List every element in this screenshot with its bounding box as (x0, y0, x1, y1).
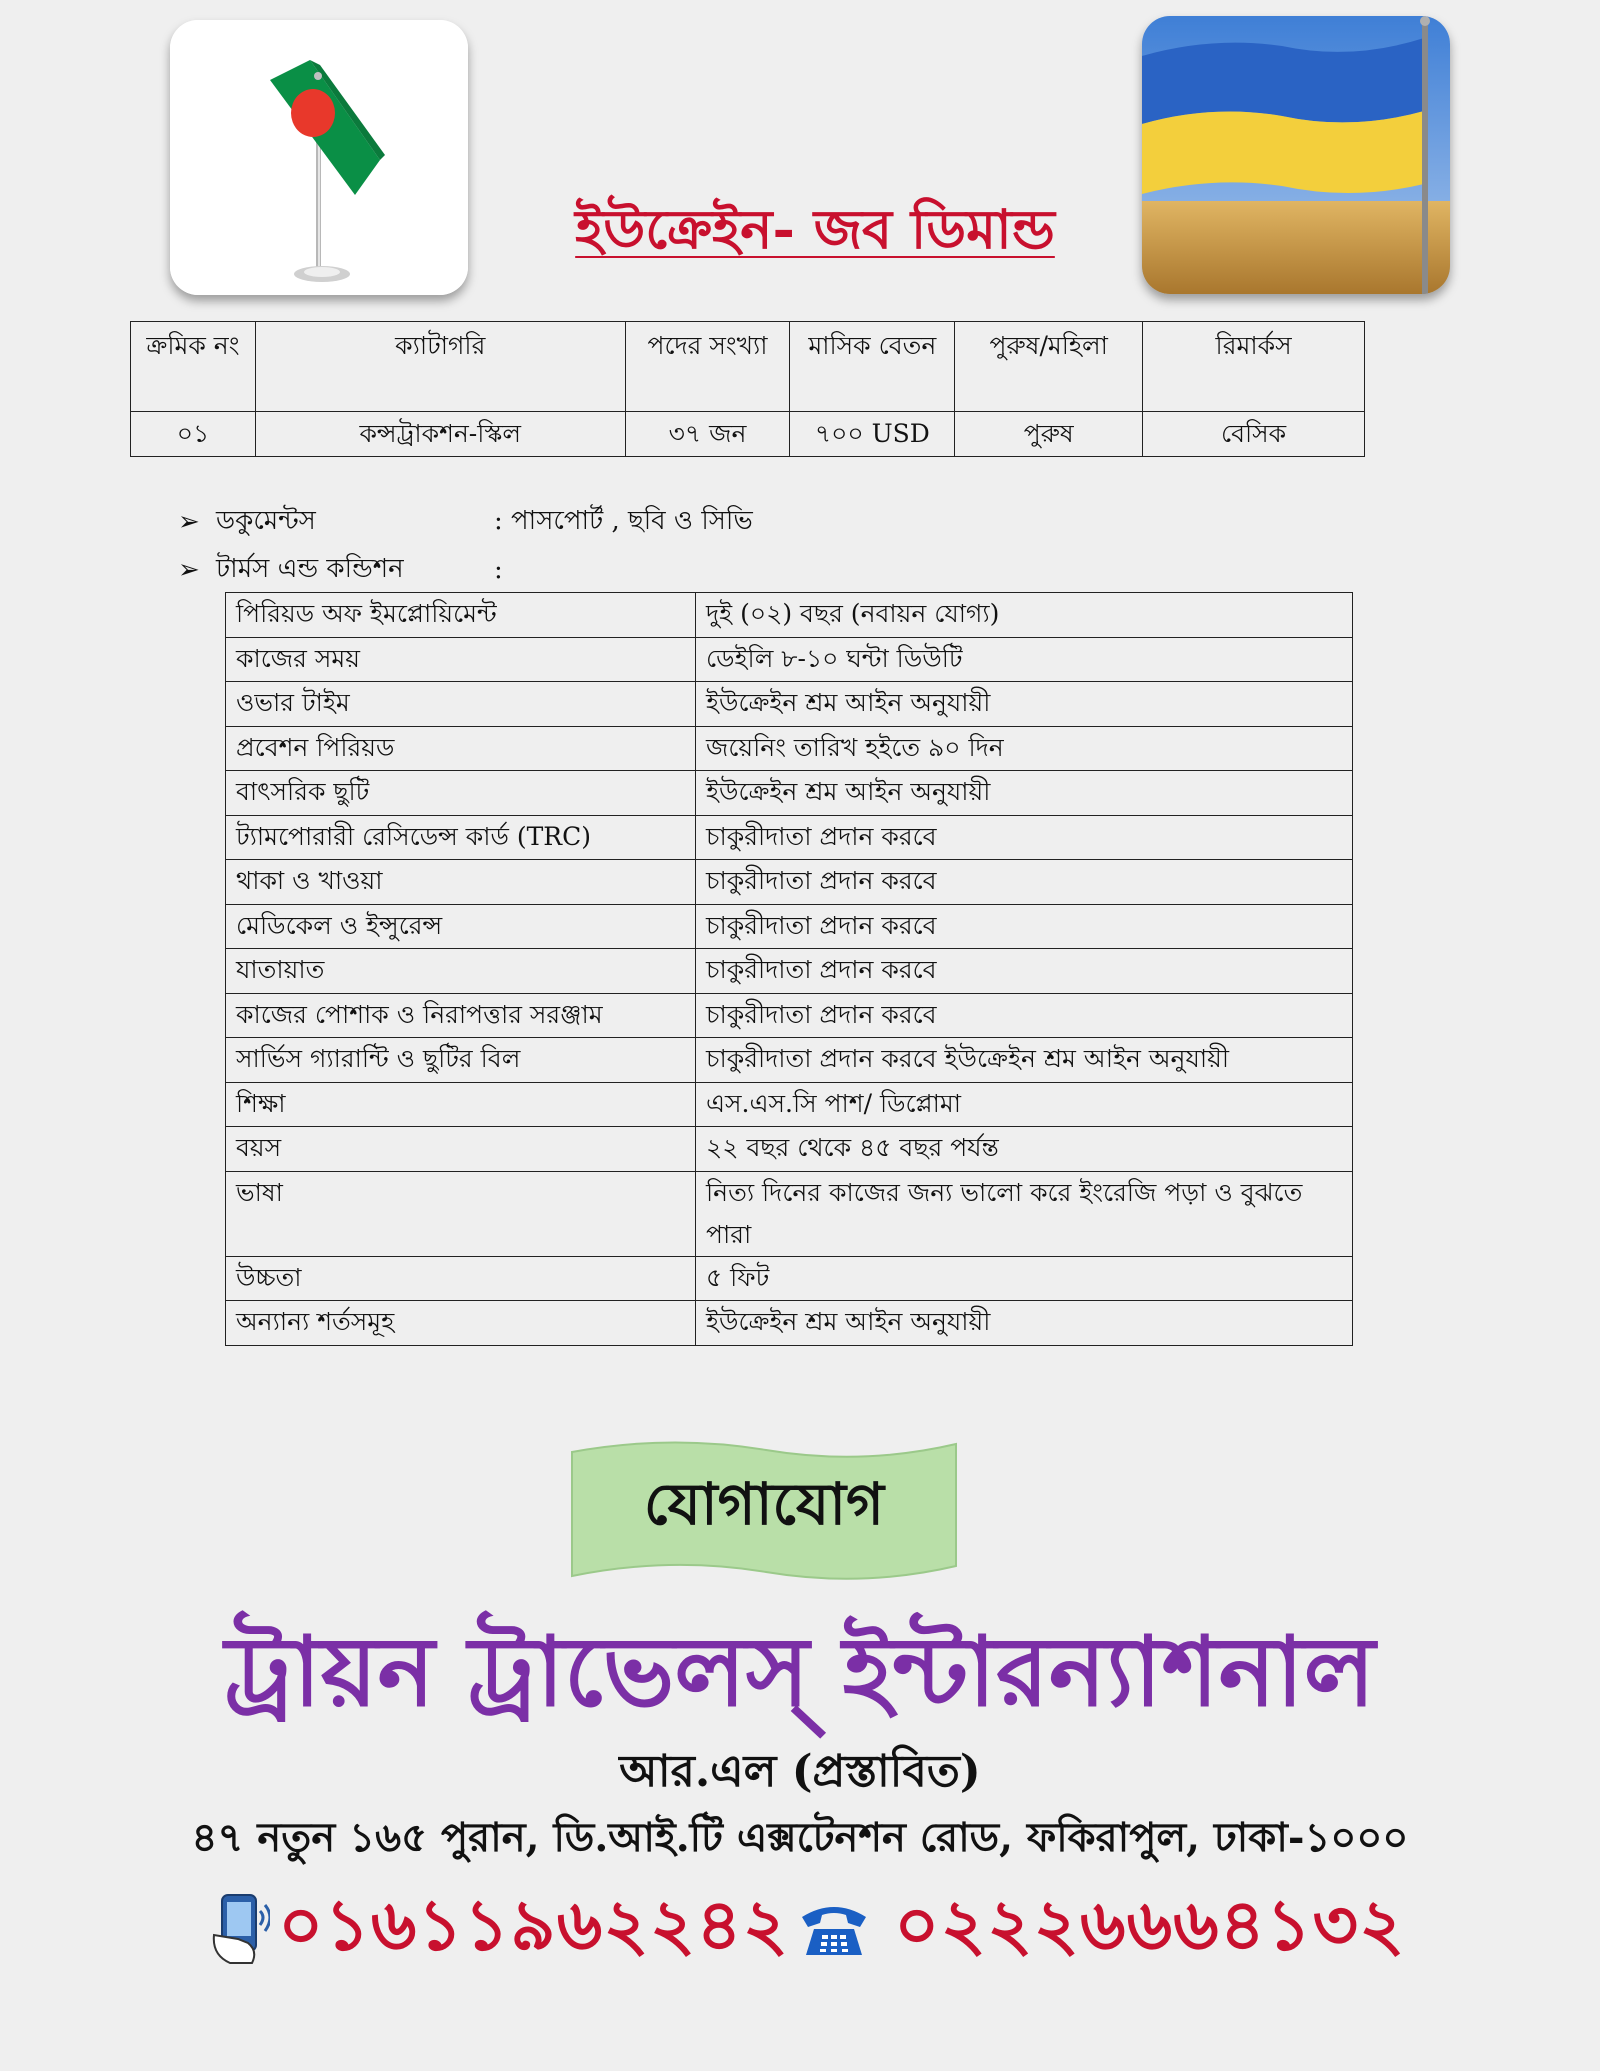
term-label: অন্যান্য শর্তসমূহ (226, 1301, 696, 1346)
term-value: ইউক্রেইন শ্রম আইন অনুযায়ী (696, 682, 1353, 727)
term-label: ট্যামপোরারী রেসিডেন্স কার্ড (TRC) (226, 815, 696, 860)
term-label: কাজের সময় (226, 637, 696, 682)
term-value: ৫ ফিট (696, 1256, 1353, 1301)
contact-label: যোগাযোগ (643, 1470, 885, 1538)
cell-positions: ৩৭ জন (625, 412, 790, 457)
table-row (226, 993, 1353, 1038)
summary-header-row (131, 322, 1365, 412)
contact-ribbon (570, 1440, 958, 1588)
header-category: ক্যাটাগরি (255, 322, 625, 412)
term-label: ওভার টাইম (226, 682, 696, 727)
term-value: নিত্য দিনের কাজের জন্য ভালো করে ইংরেজি পড়া ও বুঝতে পারা (696, 1171, 1353, 1256)
cell-remarks: বেসিক (1143, 412, 1365, 457)
table-row (226, 815, 1353, 860)
cell-serial: ০১ (131, 412, 256, 457)
term-label: ভাষা (226, 1171, 696, 1256)
table-row (226, 1171, 1353, 1256)
term-label: মেডিকেল ও ইন্সুরেন্স (226, 904, 696, 949)
term-label: যাতায়াত (226, 949, 696, 994)
cell-category: কন্সট্রাকশন-স্কিল (255, 412, 625, 457)
term-value: ইউক্রেইন শ্রম আইন অনুযায়ী (696, 771, 1353, 816)
term-value: জয়েনিং তারিখ হইতে ৯০ দিন (696, 726, 1353, 771)
term-value: চাকুরীদাতা প্রদান করবে ইউক্রেইন শ্রম আইন অনুযায়ী (696, 1038, 1353, 1083)
ukraine-flag-icon (1142, 16, 1450, 294)
terms-label: টার্মস এন্ড কন্ডিশন (216, 554, 404, 584)
license-text: আর.এল (প্রস্তাবিত) (619, 1746, 981, 1797)
term-label: প্রবেশন পিরিয়ড (226, 726, 696, 771)
term-label: সার্ভিস গ্যারান্টি ও ছুটির বিল (226, 1038, 696, 1083)
term-value: চাকুরীদাতা প্রদান করবে (696, 860, 1353, 905)
arrow-bullet-icon: ➢ (178, 507, 200, 537)
table-row (226, 682, 1353, 727)
bangladesh-flag-image (170, 20, 468, 295)
term-value: ডেইলি ৮-১০ ঘন্টা ডিউটি (696, 637, 1353, 682)
term-label: বাৎসরিক ছুটি (226, 771, 696, 816)
term-value: ইউক্রেইন শ্রম আইন অনুযায়ী (696, 1301, 1353, 1346)
table-row (226, 949, 1353, 994)
term-label: বয়স (226, 1127, 696, 1172)
documents-value: : পাসপোর্ট , ছবি ও সিভি (494, 506, 753, 536)
term-value: দুই (০২) বছর (নবায়ন যোগ্য) (696, 593, 1353, 638)
page-title: ইউক্রেইন- জব ডিমান্ড (575, 197, 1055, 261)
company-name: ট্রায়ন ট্রাভেলস্ ইন্টারন্যাশনাল (224, 1615, 1376, 1728)
mobile-number[interactable]: ০১৬১১৯৬২২৪২ (278, 1882, 790, 1966)
terms-table (225, 592, 1353, 1346)
table-row (226, 860, 1353, 905)
header-positions: পদের সংখ্যা (625, 322, 790, 412)
table-row (226, 1082, 1353, 1127)
term-label: শিক্ষা (226, 1082, 696, 1127)
table-row (226, 1301, 1353, 1346)
job-summary-table (130, 321, 1365, 457)
table-row (131, 412, 1365, 457)
ukraine-flag-image (1142, 16, 1450, 294)
telephone-contact (798, 1884, 1405, 1974)
telephone-icon (798, 1899, 870, 1959)
table-row (226, 904, 1353, 949)
term-value: চাকুরীদাতা প্রদান করবে (696, 815, 1353, 860)
terms-colon: : (494, 555, 503, 585)
mobile-contact (208, 1884, 789, 1974)
header-serial: ক্রমিক নং (131, 322, 256, 412)
term-value: এস.এস.সি পাশ/ ডিপ্লোমা (696, 1082, 1353, 1127)
table-row (226, 1038, 1353, 1083)
term-value: চাকুরীদাতা প্রদান করবে (696, 904, 1353, 949)
documents-line (178, 500, 753, 544)
cell-salary: ৭০০ USD (790, 412, 955, 457)
mobile-phone-icon (208, 1891, 270, 1967)
company-address: ৪৭ নতুন ১৬৫ পুরান, ডি.আই.টি এক্সটেনশন রোড, ফকিরাপুল, ঢাকা-১০০০ (191, 1814, 1409, 1861)
term-label: কাজের পোশাক ও নিরাপত্তার সরঞ্জাম (226, 993, 696, 1038)
table-row (226, 593, 1353, 638)
cell-gender: পুরুষ (955, 412, 1143, 457)
term-value: ২২ বছর থেকে ৪৫ বছর পর্যন্ত (696, 1127, 1353, 1172)
table-row (226, 1127, 1353, 1172)
arrow-bullet-icon: ➢ (178, 555, 200, 585)
term-value: চাকুরীদাতা প্রদান করবে (696, 949, 1353, 994)
term-label: থাকা ও খাওয়া (226, 860, 696, 905)
header-salary: মাসিক বেতন (790, 322, 955, 412)
terms-line (178, 548, 503, 592)
header-remarks: রিমার্কস (1143, 322, 1365, 412)
term-label: পিরিয়ড অফ ইমপ্লোয়িমেন্ট (226, 593, 696, 638)
term-value: চাকুরীদাতা প্রদান করবে (696, 993, 1353, 1038)
table-row (226, 771, 1353, 816)
documents-label: ডকুমেন্টস (216, 506, 316, 536)
header-gender: পুরুষ/মহিলা (955, 322, 1143, 412)
table-row (226, 637, 1353, 682)
table-row (226, 1256, 1353, 1301)
term-label: উচ্চতা (226, 1256, 696, 1301)
bangladesh-desk-flag-icon (170, 20, 468, 295)
telephone-number[interactable]: ০২২২৬৬৬৪১৩২ (894, 1882, 1406, 1966)
table-row (226, 726, 1353, 771)
